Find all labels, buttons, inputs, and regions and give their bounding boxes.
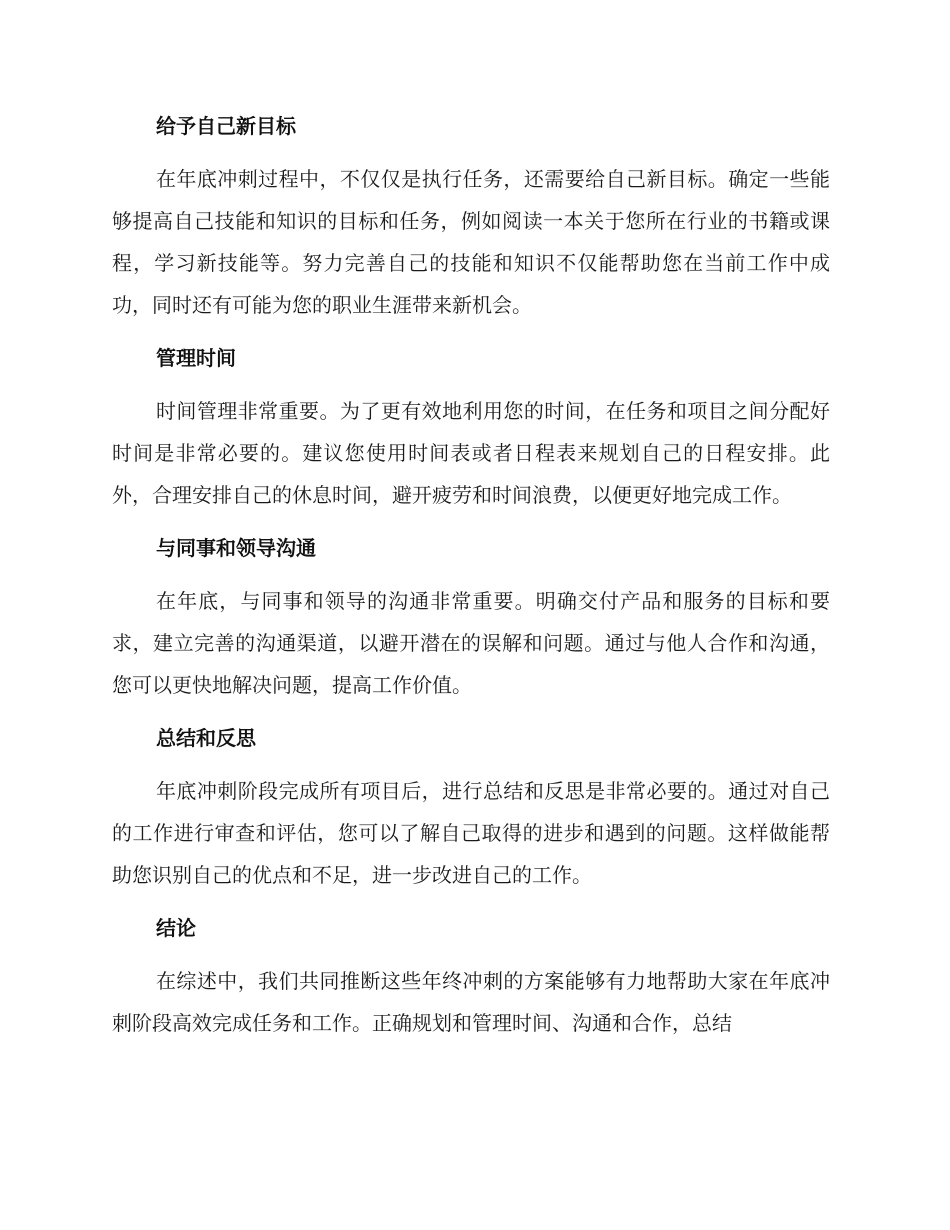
section-paragraph-time-management: 时间管理非常重要。为了更有效地利用您的时间，在任务和项目之间分配好时间是非常必要的。建议您使用时间表或者日程表来规划自己的日程安排。此外，合理安排自己的休息时间，避开疲劳和时间浪费，以便更好地完成工作。 (112, 399, 830, 507)
section-heading-time-management: 管理时间 (156, 346, 236, 370)
section-heading-conclusion: 结论 (156, 916, 196, 940)
section-heading-summary-reflection: 总结和反思 (156, 726, 256, 750)
section-paragraph-new-goals: 在年底冲刺过程中，不仅仅是执行任务，还需要给自己新目标。确定一些能够提高自己技能和知识的目标和任务，例如阅读一本关于您所在行业的书籍或课程，学习新技能等。努力完善自己的技能和知识不仅能帮助您在当前工作中成功，同时还有可能为您的职业生涯带来新机会。 (112, 167, 830, 317)
section-heading-new-goals: 给予自己新目标 (156, 114, 296, 138)
section-paragraph-communication: 在年底，与同事和领导的沟通非常重要。明确交付产品和服务的目标和要求，建立完善的沟通渠道，以避开潜在的误解和问题。通过与他人合作和沟通，您可以更快地解决问题，提高工作价值。 (112, 589, 830, 697)
document-body (112, 106, 830, 1056)
section-paragraph-summary-reflection: 年底冲刺阶段完成所有项目后，进行总结和反思是非常必要的。通过对自己的工作进行审查和评估，您可以了解自己取得的进步和遇到的问题。这样做能帮助您识别自己的优点和不足，进一步改进自己的工作。 (112, 779, 830, 887)
section-heading-communication: 与同事和领导沟通 (156, 536, 316, 560)
section-paragraph-conclusion: 在综述中，我们共同推断这些年终冲刺的方案能够有力地帮助大家在年底冲刺阶段高效完成任务和工作。正确规划和管理时间、沟通和合作，总结 (112, 969, 830, 1035)
